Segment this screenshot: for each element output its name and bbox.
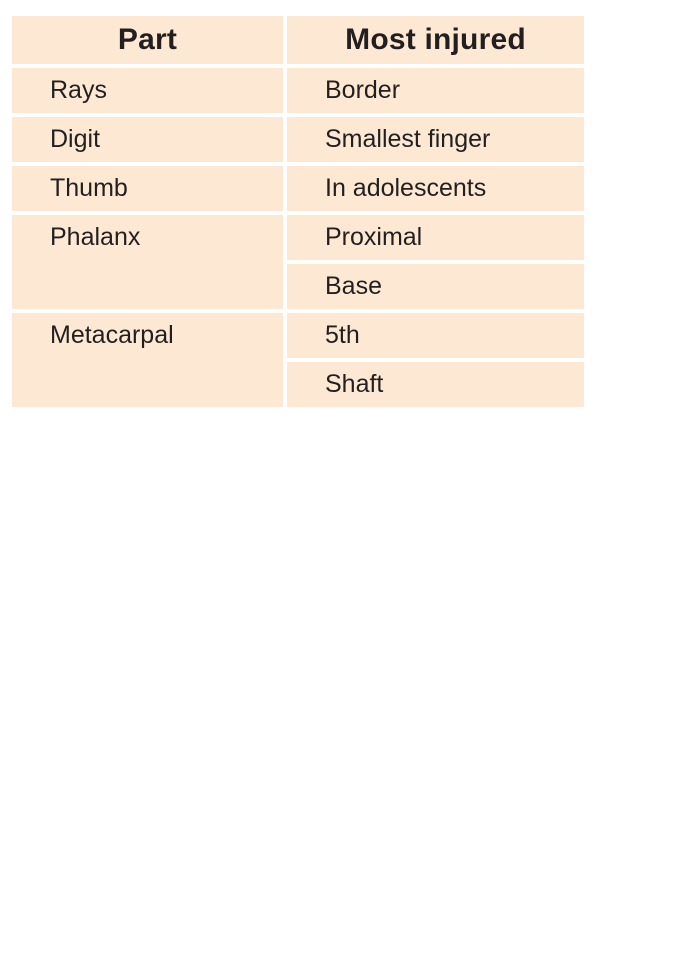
table-row xyxy=(12,117,584,162)
part-cell-thumb: Thumb xyxy=(12,166,283,211)
most-injured-cell-rays: Border xyxy=(287,68,584,113)
part-cell-digit: Digit xyxy=(12,117,283,162)
table-row xyxy=(12,215,584,260)
part-cell-phalanx: Phalanx xyxy=(12,215,283,309)
most-injured-cell-thumb: In adolescents xyxy=(287,166,584,211)
column-header-most-injured: Most injured xyxy=(287,16,584,64)
most-injured-cell-digit: Smallest finger xyxy=(287,117,584,162)
column-header-part: Part xyxy=(12,16,283,64)
most-injured-cell-phalanx-proximal: Proximal xyxy=(287,215,584,260)
injury-table-container xyxy=(12,16,584,407)
most-injured-cell-metacarpal-shaft: Shaft xyxy=(287,362,584,407)
table-row xyxy=(12,68,584,113)
table-row xyxy=(12,313,584,358)
table-row xyxy=(12,166,584,211)
part-cell-metacarpal: Metacarpal xyxy=(12,313,283,407)
injury-table xyxy=(8,12,588,411)
part-cell-rays: Rays xyxy=(12,68,283,113)
most-injured-cell-phalanx-base: Base xyxy=(287,264,584,309)
table-header-row xyxy=(12,16,584,64)
most-injured-cell-metacarpal-5th: 5th xyxy=(287,313,584,358)
